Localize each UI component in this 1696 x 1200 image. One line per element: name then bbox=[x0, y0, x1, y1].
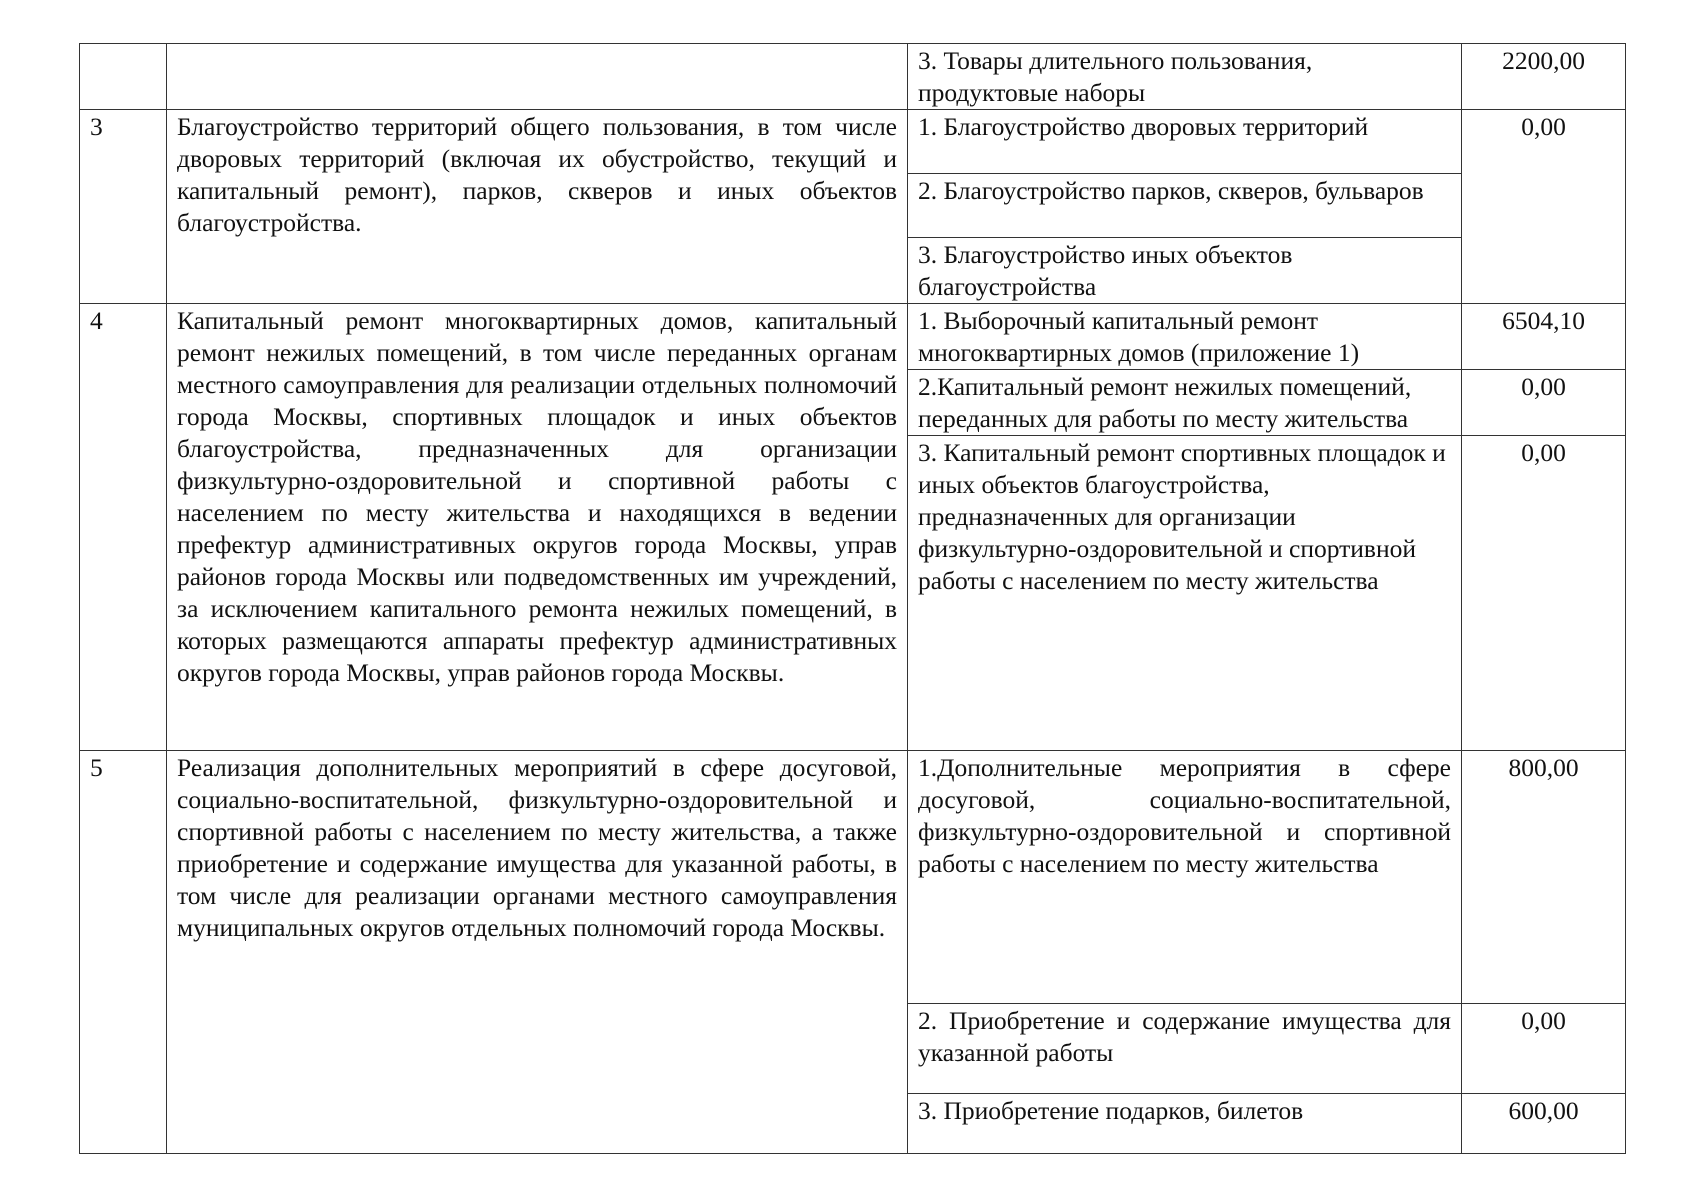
item-text-cell: 1.Дополнительные мероприятия в сфере досуговой, социально-воспитательной, физкультурно-оздоровительной и спортивной работы с населением по месту жительства bbox=[908, 751, 1462, 1004]
item-amount-cell: 0,00 bbox=[1462, 370, 1626, 436]
item-amount-cell: 600,00 bbox=[1462, 1094, 1626, 1154]
item-text-cell: 1. Выборочный капитальный ремонт многоквартирных домов (приложение 1) bbox=[908, 304, 1462, 370]
row-number-cell: 4 bbox=[80, 304, 167, 751]
budget-table bbox=[79, 43, 1626, 1154]
item-amount-cell: 0,00 bbox=[1462, 436, 1626, 751]
row-description-cell: Капитальный ремонт многоквартирных домов, капитальный ремонт нежилых помещений, в том числе переданных органам местного самоуправления для реализации отдельных полномочий города Москвы, спортивных площадок и иных объектов благоустройства, предназначенных для организации физкультурно-оздоровительной и спортивной работы с населением по месту жительства и находящихся в ведении префектур административных округов города Москвы, управ районов города Москвы или подведомственных им учреждений, за исключением капитального ремонта нежилых помещений, в которых размещаются аппараты префектур административных округов города Москвы, управ районов города Москвы. bbox=[167, 304, 908, 751]
item-amount-cell: 6504,10 bbox=[1462, 304, 1626, 370]
item-amount-cell: 0,00 bbox=[1462, 110, 1626, 304]
item-amount-cell: 2200,00 bbox=[1462, 44, 1626, 110]
row-description-cell: Благоустройство территорий общего пользования, в том числе дворовых территорий (включая их обустройство, текущий и капитальный ремонт), парков, скверов и иных объектов благоустройства. bbox=[167, 110, 908, 304]
item-text-cell: 3. Благоустройство иных объектов благоустройства bbox=[908, 238, 1462, 304]
row-number-cell: 3 bbox=[80, 110, 167, 304]
table-row bbox=[80, 44, 1626, 110]
row-number-cell bbox=[80, 44, 167, 110]
item-amount-cell: 800,00 bbox=[1462, 751, 1626, 1004]
item-text-cell: 2. Приобретение и содержание имущества для указанной работы bbox=[908, 1004, 1462, 1094]
item-text-cell: 2. Благоустройство парков, скверов, бульваров bbox=[908, 174, 1462, 238]
row-description-cell bbox=[167, 44, 908, 110]
table-row bbox=[80, 751, 1626, 1004]
item-text-cell: 3. Капитальный ремонт спортивных площадок и иных объектов благоустройства, предназначенных для организации физкультурно-оздоровительной и спортивной работы с населением по месту жительства bbox=[908, 436, 1462, 751]
item-text-cell: 1. Благоустройство дворовых территорий bbox=[908, 110, 1462, 174]
item-amount-cell: 0,00 bbox=[1462, 1004, 1626, 1094]
table-row bbox=[80, 304, 1626, 370]
table-row bbox=[80, 110, 1626, 174]
item-text-cell: 3. Приобретение подарков, билетов bbox=[908, 1094, 1462, 1154]
item-text-cell: 2.Капитальный ремонт нежилых помещений, переданных для работы по месту жительства bbox=[908, 370, 1462, 436]
row-number-cell: 5 bbox=[80, 751, 167, 1154]
item-text-cell: 3. Товары длительного пользования, продуктовые наборы bbox=[908, 44, 1462, 110]
row-description-cell: Реализация дополнительных мероприятий в сфере досуговой, социально-воспитательной, физкультурно-оздоровительной и спортивной работы с населением по месту жительства, а также приобретение и содержание имущества для указанной работы, в том числе для реализации органами местного самоуправления муниципальных округов отдельных полномочий города Москвы. bbox=[167, 751, 908, 1154]
